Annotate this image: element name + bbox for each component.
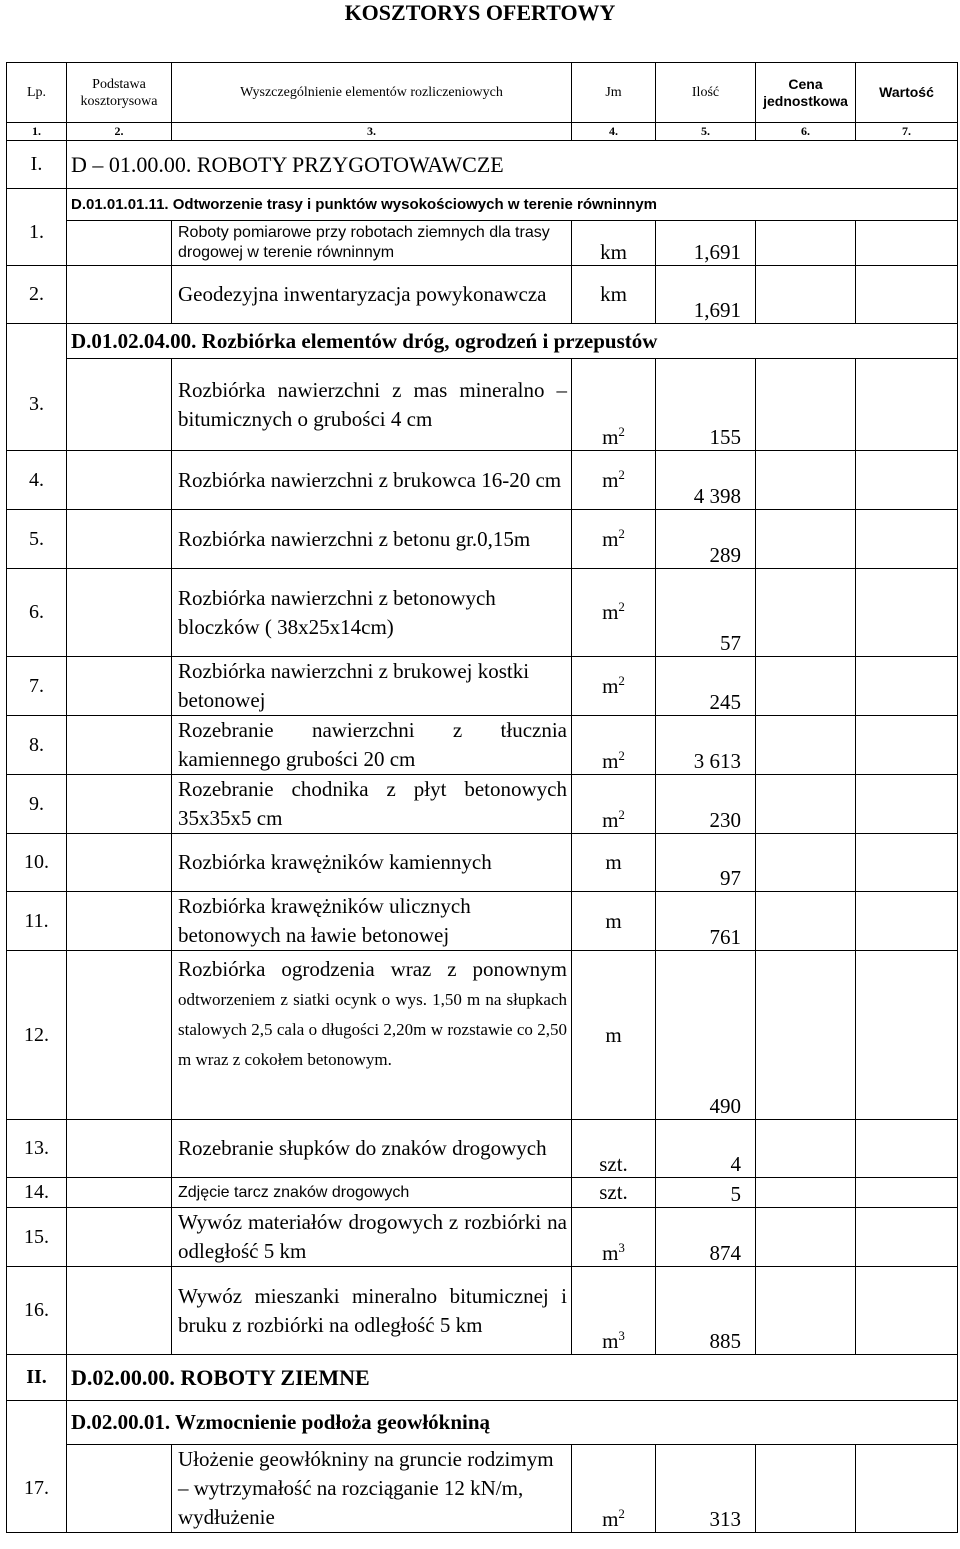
item-qty: 313 xyxy=(656,1445,756,1533)
item-jm: $m^2$ xyxy=(572,451,656,510)
item-jm: $m^2$ xyxy=(572,1445,656,1533)
table-row xyxy=(7,266,958,324)
section-title: D.02.00.00. ROBOTY ZIEMNE xyxy=(67,1355,958,1401)
item-qty: 4 398 xyxy=(656,451,756,510)
cost-estimate-table xyxy=(6,62,958,1533)
item-jm: $m^2$ xyxy=(572,657,656,716)
item-desc: Wywóz mieszanki mineralno bitumicznej i bruku z rozbiórki na odległość 5 km xyxy=(172,1267,572,1355)
item-lp: 3. xyxy=(7,359,67,451)
item-jm: m xyxy=(572,834,656,892)
subsection-row xyxy=(7,1401,958,1445)
item-lp: 14. xyxy=(7,1178,67,1208)
item-qty: 874 xyxy=(656,1208,756,1267)
item-jm: $m^3$ xyxy=(572,1208,656,1267)
item-lp: 9. xyxy=(7,775,67,834)
item-lp: 2. xyxy=(7,266,67,324)
item-desc: Rozbiórka nawierzchni z betonu gr.0,15m xyxy=(172,510,572,569)
item-desc: Roboty pomiarowe przy robotach ziemnych dla trasy drogowej w terenie równinnym xyxy=(172,221,572,266)
item-qty: 97 xyxy=(656,834,756,892)
table-row xyxy=(7,657,958,716)
item-desc: Rozbiórka nawierzchni z mas mineralno – bitumicznych o grubości 4 cm xyxy=(172,359,572,451)
table-row xyxy=(7,951,958,1120)
item-desc: Wywóz materiałów drogowych z rozbiórki na odległość 5 km xyxy=(172,1208,572,1267)
item-jm: km xyxy=(572,221,656,266)
item-qty: 289 xyxy=(656,510,756,569)
table-row xyxy=(7,221,958,266)
item-lp: 16. xyxy=(7,1267,67,1355)
item-qty: 761 xyxy=(656,892,756,951)
item-desc: Zdjęcie tarcz znaków drogowych xyxy=(172,1178,572,1208)
column-number: 2. xyxy=(67,123,172,141)
item-qty: 230 xyxy=(656,775,756,834)
item-qty: 1,691 xyxy=(656,266,756,324)
table-row xyxy=(7,1445,958,1533)
item-jm: $m^2$ xyxy=(572,716,656,775)
item-lp: 13. xyxy=(7,1120,67,1178)
item-jm: $m^2$ xyxy=(572,359,656,451)
header-cena: Cena jednostkowa xyxy=(756,63,856,123)
item-desc: Rozbiórka nawierzchni z brukowca 16-20 cm xyxy=(172,451,572,510)
section-row xyxy=(7,141,958,189)
item-lp: 7. xyxy=(7,657,67,716)
item-qty: 1,691 xyxy=(656,221,756,266)
item-qty: 3 613 xyxy=(656,716,756,775)
item-lp: 17. xyxy=(7,1445,67,1533)
item-jm: $m^2$ xyxy=(572,569,656,657)
item-lp: 4. xyxy=(7,451,67,510)
column-number: 5. xyxy=(656,123,756,141)
table-row xyxy=(7,1267,958,1355)
item-desc: Rozebranie słupków do znaków drogowych xyxy=(172,1120,572,1178)
item-lp: 5. xyxy=(7,510,67,569)
item-desc: Rozbiórka ogrodzenia wraz z ponownym odtworzeniem z siatki ocynk o wys. 1,50 m na słupkach stalowych 2,5 cala o długości 2,20m w rozstawie co 2,50 m wraz z cokołem betonowym. xyxy=(172,951,572,1120)
item-jm: $m^2$ xyxy=(572,775,656,834)
subsection-row xyxy=(7,189,958,221)
item-qty: 885 xyxy=(656,1267,756,1355)
item-desc: Rozbiórka krawężników ulicznych betonowych na ławie betonowej xyxy=(172,892,572,951)
header-jm: Jm xyxy=(572,63,656,123)
item-lp: 12. xyxy=(7,951,67,1120)
item-qty: 245 xyxy=(656,657,756,716)
table-row xyxy=(7,569,958,657)
column-number: 1. xyxy=(7,123,67,141)
item-jm: m xyxy=(572,951,656,1120)
table-row xyxy=(7,451,958,510)
item-jm: m xyxy=(572,892,656,951)
item-desc: Rozebranie nawierzchni z tłucznia kamiennego grubości 20 cm xyxy=(172,716,572,775)
item-jm: $m^2$ xyxy=(572,510,656,569)
header-wartosc: Wartość xyxy=(856,63,958,123)
table-row xyxy=(7,716,958,775)
header-lp: Lp. xyxy=(7,63,67,123)
header-ilosc: Ilość xyxy=(656,63,756,123)
item-qty: 155 xyxy=(656,359,756,451)
item-lp: 10. xyxy=(7,834,67,892)
item-desc: Ułożenie geowłókniny na gruncie rodzimym – wytrzymałość na rozciąganie 12 kN/m, wydłużenie xyxy=(172,1445,572,1533)
subsection-title: D.01.01.01.11. Odtworzenie trasy i punktów wysokościowych w terenie równinnym xyxy=(67,189,958,221)
table-row xyxy=(7,892,958,951)
item-jm: szt. xyxy=(572,1178,656,1208)
subsection-title: D.01.02.04.00. Rozbiórka elementów dróg, ogrodzeń i przepustów xyxy=(67,324,958,359)
table-row xyxy=(7,359,958,451)
section-row xyxy=(7,1355,958,1401)
table-row xyxy=(7,1208,958,1267)
item-jm: szt. xyxy=(572,1120,656,1178)
table-row xyxy=(7,1120,958,1178)
header-row xyxy=(7,63,958,123)
table-row xyxy=(7,775,958,834)
document-title: KOSZTORYS OFERTOWY xyxy=(344,0,616,25)
column-number: 6. xyxy=(756,123,856,141)
table-row xyxy=(7,834,958,892)
subsection-row xyxy=(7,324,958,359)
item-lp: 15. xyxy=(7,1208,67,1267)
section-roman: I. xyxy=(7,141,67,189)
header-podstawa: Podstawa kosztorysowa xyxy=(67,63,172,123)
item-lp: 11. xyxy=(7,892,67,951)
item-desc: Rozbiórka nawierzchni z brukowej kostki betonowej xyxy=(172,657,572,716)
table-row xyxy=(7,510,958,569)
item-qty: 4 xyxy=(656,1120,756,1178)
column-numbers-row xyxy=(7,123,958,141)
item-lp: 8. xyxy=(7,716,67,775)
section-roman: II. xyxy=(7,1355,67,1401)
item-desc: Rozebranie chodnika z płyt betonowych 35x35x5 cm xyxy=(172,775,572,834)
column-number: 4. xyxy=(572,123,656,141)
item-lp: 1. xyxy=(7,221,67,266)
column-number: 7. xyxy=(856,123,958,141)
section-title: D – 01.00.00. ROBOTY PRZYGOTOWAWCZE xyxy=(67,141,958,189)
item-desc: Geodezyjna inwentaryzacja powykonawcza xyxy=(172,266,572,324)
column-number: 3. xyxy=(172,123,572,141)
item-qty: 5 xyxy=(656,1178,756,1208)
subsection-title: D.02.00.01. Wzmocnienie podłoża geowłókniną xyxy=(67,1401,958,1445)
item-qty: 57 xyxy=(656,569,756,657)
item-qty: 490 xyxy=(656,951,756,1120)
item-desc: Rozbiórka krawężników kamiennych xyxy=(172,834,572,892)
item-jm: km xyxy=(572,266,656,324)
header-wyszczegolnienie: Wyszczególnienie elementów rozliczeniowych xyxy=(172,63,572,123)
table-row xyxy=(7,1178,958,1208)
item-desc: Rozbiórka nawierzchni z betonowych bloczków ( 38x25x14cm) xyxy=(172,569,572,657)
item-jm: $m^3$ xyxy=(572,1267,656,1355)
item-lp: 6. xyxy=(7,569,67,657)
